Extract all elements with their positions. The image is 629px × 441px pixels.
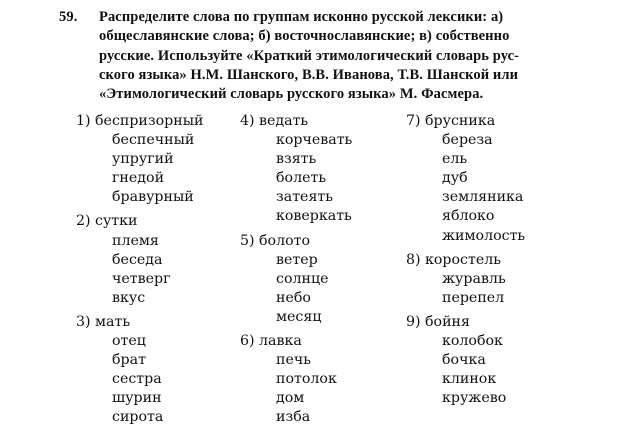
word-group-3: [76, 313, 203, 428]
word: ведать: [259, 113, 309, 129]
word: коростель: [425, 251, 501, 268]
word: племя: [112, 232, 159, 249]
instruction-line: Распределите слова по группам исконно русской лексики: а): [99, 9, 504, 25]
word: мать: [95, 313, 131, 330]
instruction-line: общеславянские слова; б) восточнославянские; в) собственно: [99, 28, 510, 45]
word: вкус: [112, 289, 146, 306]
group-number: 2): [76, 213, 91, 230]
word: кружево: [442, 390, 507, 407]
word: месяц: [276, 308, 322, 325]
word: жимолость: [442, 227, 526, 244]
instruction-line: «Этимологический словарь русского языка» М. Фасмера.: [99, 86, 484, 103]
word: земляника: [442, 189, 524, 206]
word: дуб: [442, 170, 468, 187]
word: брат: [112, 352, 146, 369]
group-number: 5): [240, 232, 255, 249]
word: небо: [276, 289, 311, 306]
word: ель: [442, 151, 468, 168]
word: четверг: [112, 270, 171, 287]
word: отец: [112, 333, 146, 350]
word: лавка: [259, 333, 302, 350]
group-number: 9): [406, 313, 421, 330]
word: болото: [259, 232, 311, 249]
word: колобок: [442, 333, 503, 350]
word-group-2: [76, 212, 203, 307]
group-first-word: [240, 232, 352, 251]
word-group-9: [406, 313, 525, 408]
word-group-4: [240, 112, 353, 227]
word-group-5: [240, 232, 352, 327]
word: бойня: [425, 313, 470, 330]
word: коверкать: [276, 208, 352, 225]
group-first-word: [240, 332, 352, 351]
group-first-word: [76, 313, 203, 332]
group-number: 4): [240, 113, 255, 129]
exercise-instructions: [59, 8, 573, 104]
group-first-word: [406, 313, 525, 332]
instruction-line: ского языка» Н.М. Шанского, В.В. Иванова, Т.В. Шанской или: [99, 66, 519, 83]
word: бравурный: [112, 189, 194, 206]
exercise-number: 59.: [59, 9, 78, 25]
group-number: 3): [76, 313, 91, 330]
word: взять: [276, 151, 317, 168]
group-number: 7): [406, 113, 421, 129]
word: болеть: [276, 170, 327, 187]
word: дом: [276, 390, 305, 407]
word: изба: [276, 409, 311, 426]
word: упругий: [112, 151, 174, 168]
word: беспризорный: [95, 113, 204, 129]
word-group-6: [240, 332, 352, 427]
word: сутки: [95, 213, 138, 230]
group-number: 6): [240, 333, 255, 350]
word-column-2: [240, 112, 353, 428]
word: бочка: [442, 352, 486, 369]
word-group-1: [76, 112, 204, 207]
word: потолок: [276, 371, 337, 388]
word-group-8: [406, 251, 525, 308]
word: перепел: [442, 289, 505, 306]
word-column-1: [76, 112, 204, 428]
group-number: 1): [76, 113, 91, 129]
word: сирота: [112, 409, 164, 426]
word: шурин: [112, 390, 162, 407]
word: корчевать: [276, 132, 353, 149]
group-first-word: [406, 251, 525, 270]
word: беспечный: [112, 132, 195, 149]
group-first-word: [76, 212, 203, 231]
group-first-word: [76, 112, 204, 131]
word: яблоко: [442, 208, 495, 225]
word: печь: [276, 352, 311, 369]
word: ветер: [276, 251, 318, 268]
word: сестра: [112, 371, 162, 388]
word-column-3: [406, 112, 526, 408]
word: брусника: [425, 113, 496, 129]
group-number: 8): [406, 251, 421, 268]
instruction-line: русские. Используйте «Краткий этимологический словарь рус-: [99, 47, 520, 64]
word: клинок: [442, 371, 497, 388]
group-first-word: [406, 112, 525, 131]
word: затеять: [276, 189, 333, 206]
word: береза: [442, 132, 493, 149]
group-first-word: [240, 112, 352, 131]
word: беседа: [112, 251, 163, 268]
word: солнце: [276, 270, 329, 287]
word-group-7: [406, 112, 526, 246]
word: журавль: [442, 270, 506, 287]
word: гнедой: [112, 170, 165, 187]
